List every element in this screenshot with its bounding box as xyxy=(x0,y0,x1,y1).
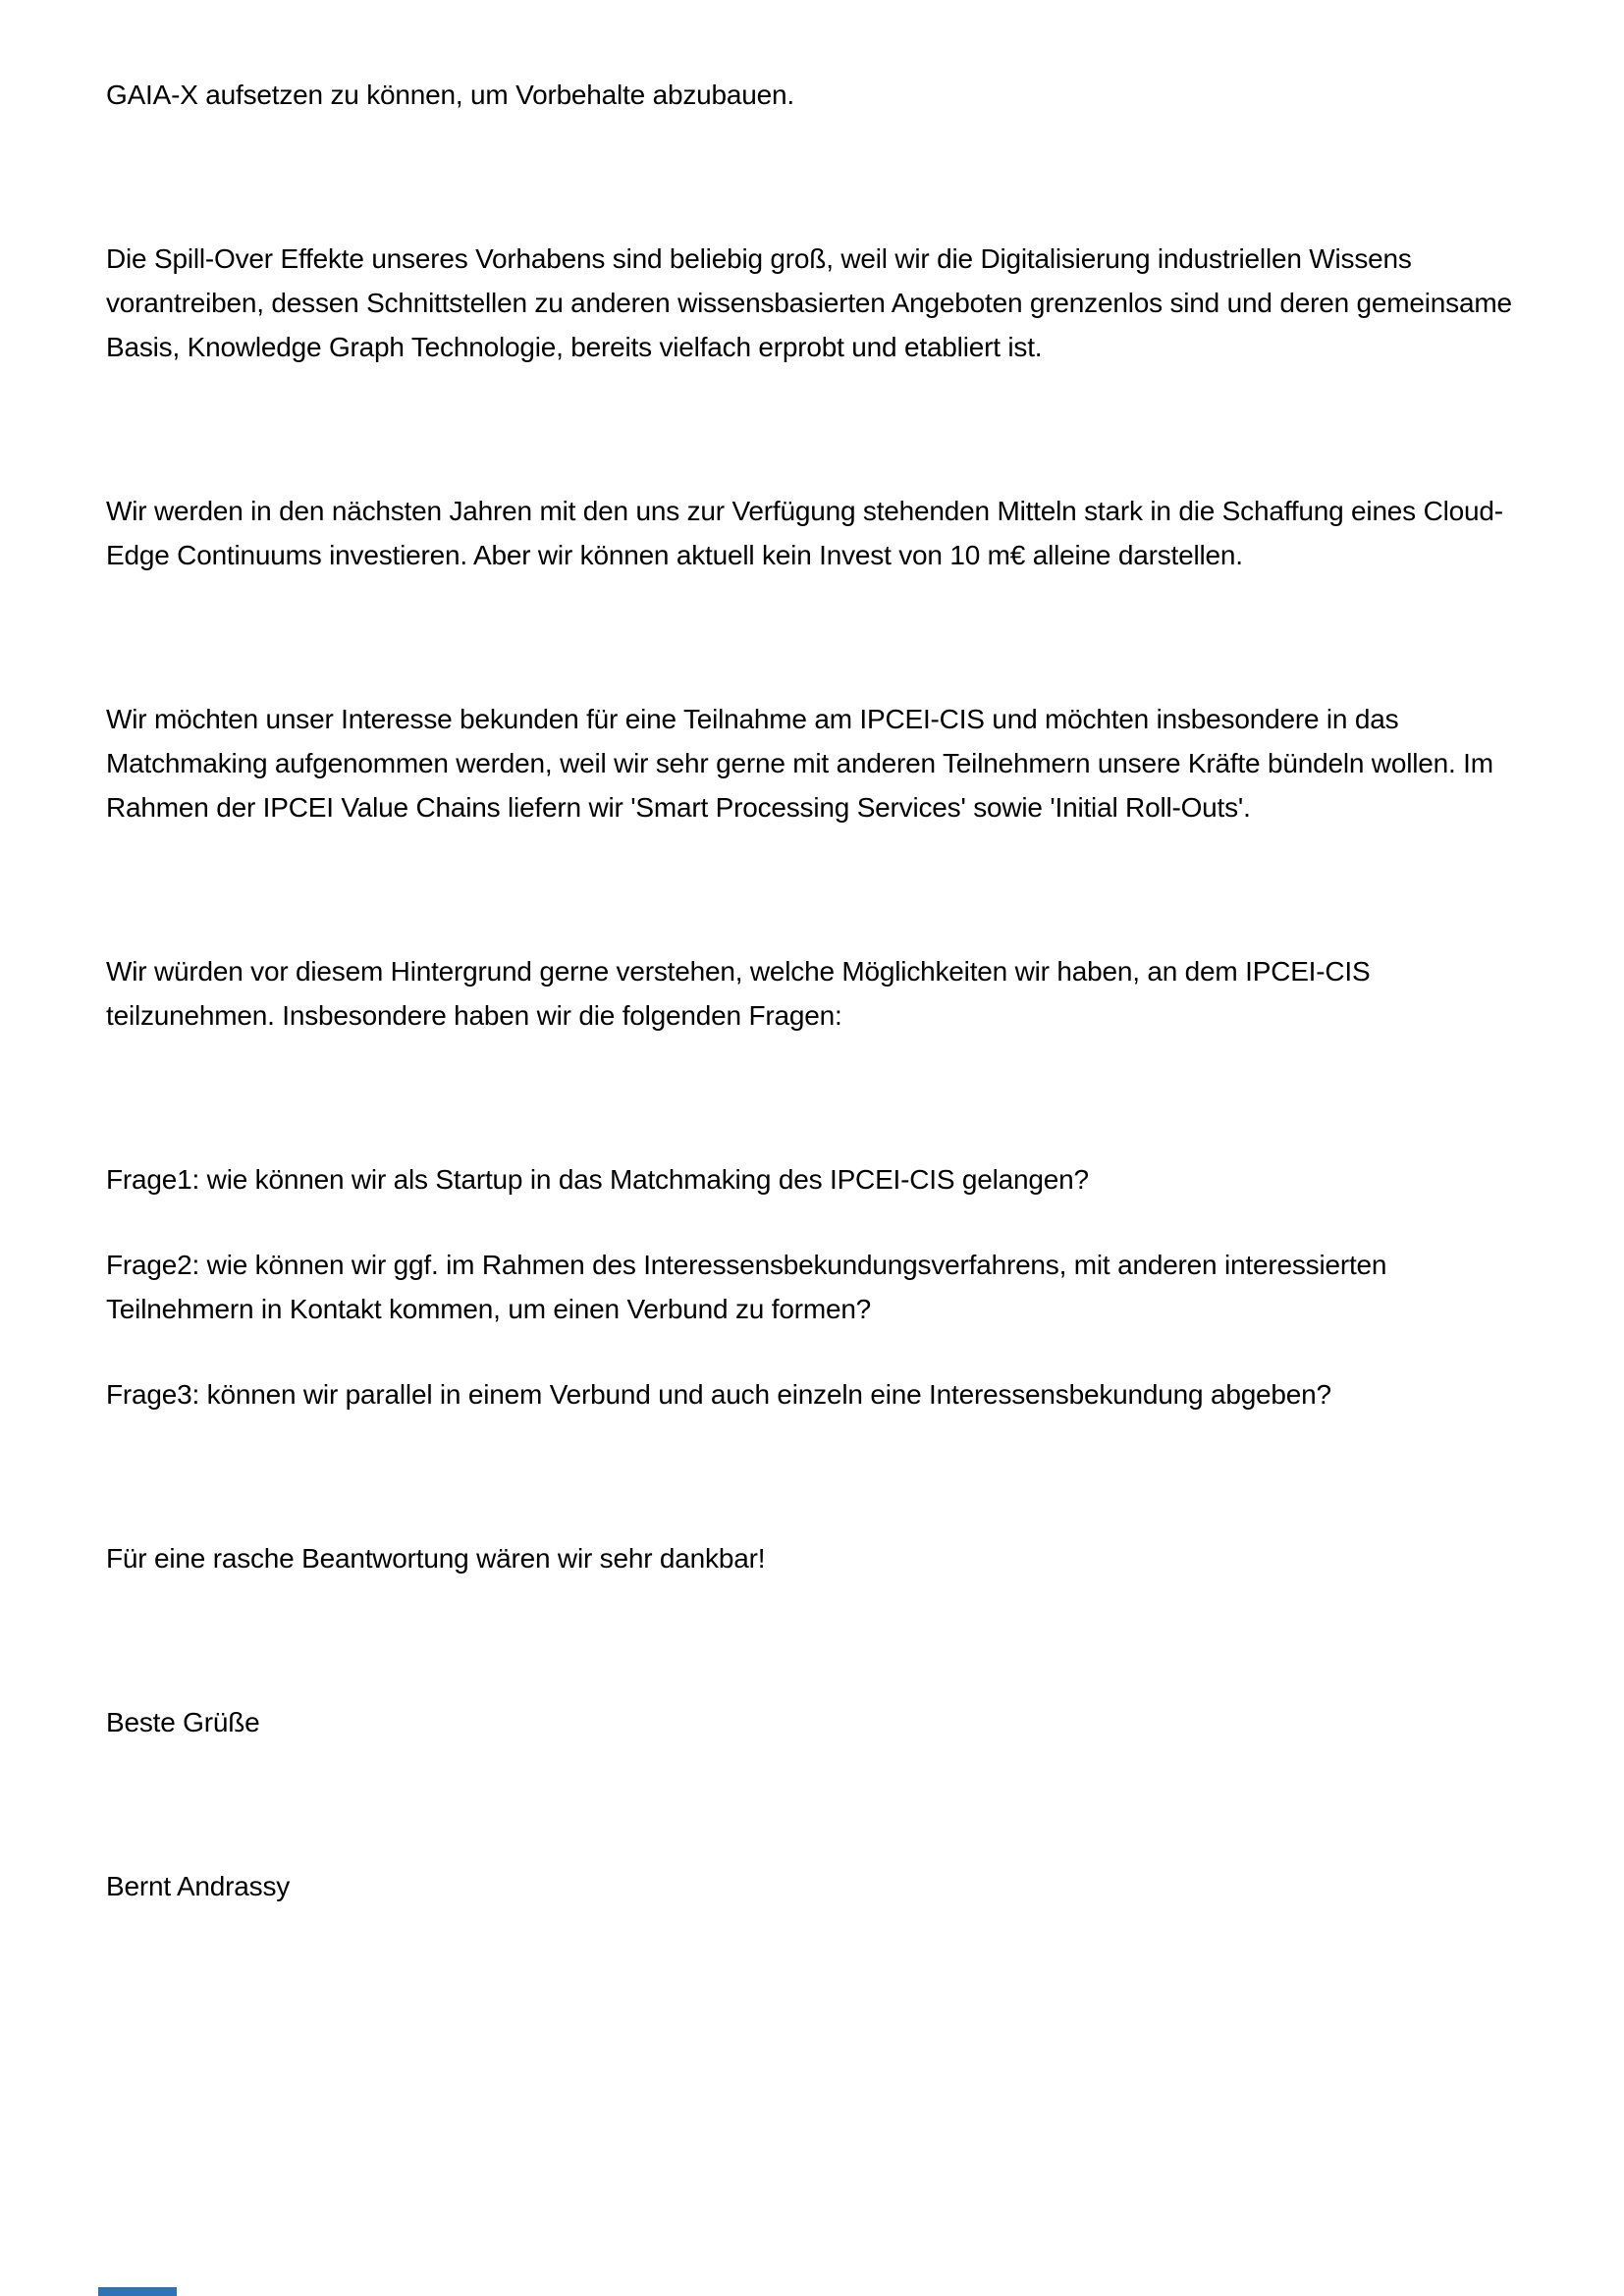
question-line-1: Frage1: wie können wir als Startup in das Matchmaking des IPCEI-CIS gelangen? xyxy=(106,1164,1089,1195)
paragraph-cloud-edge-invest: Wir werden in den nächsten Jahren mit den uns zur Verfügung stehenden Mitteln stark in die Schaffung eines Cloud-Edge Continuums investieren. Aber wir können aktuell kein Invest von 10 m€ alleine darstellen. xyxy=(106,496,1503,570)
paragraph-spill-over: Die Spill-Over Effekte unseres Vorhabens sind beliebig groß, weil wir die Digitalisierung industriellen Wissens vorantreiben, dessen Schnittstellen zu anderen wissensbasierten Angeboten grenzenlos sind und deren gemeinsame Basis, Knowledge Graph Technologie, bereits vielfach erprobt und etabliert ist. xyxy=(106,243,1512,362)
paragraph-hintergrund-fragen: Wir würden vor diesem Hintergrund gerne verstehen, welche Möglichkeiten wir haben, an dem IPCEI-CIS teilzunehmen. Insbesondere haben wir die folgenden Fragen: xyxy=(106,956,1371,1031)
question-line-3: Frage3: können wir parallel in einem Verbund und auch einzeln eine Interessensbekundung abgeben? xyxy=(106,1379,1331,1410)
closing-salutation: Beste Grüße xyxy=(106,1707,260,1737)
page-bottom-accent-bar xyxy=(98,2287,177,2296)
paragraph-thanks: Für eine rasche Beantwortung wären wir sehr dankbar! xyxy=(106,1543,766,1574)
paragraph-gaia-x: GAIA-X aufsetzen zu können, um Vorbehalte abzubauen. xyxy=(106,80,794,110)
signature-name: Bernt Andrassy xyxy=(106,1871,291,1901)
question-line-2: Frage2: wie können wir ggf. im Rahmen des Interessensbekundungsverfahrens, mit anderen interessierten Teilnehmern in Kontakt kommen, um einen Verbund zu formen? xyxy=(106,1250,1387,1324)
paragraph-interesse-matchmaking: Wir möchten unser Interesse bekunden für eine Teilnahme am IPCEI-CIS und möchten insbesondere in das Matchmaking aufgenommen werden, weil wir sehr gerne mit anderen Teilnehmern unsere Kräfte bündeln wollen. Im Rahmen der IPCEI Value Chains liefern wir 'Smart Processing Services' sowie 'Initial Roll-Outs'. xyxy=(106,704,1493,823)
